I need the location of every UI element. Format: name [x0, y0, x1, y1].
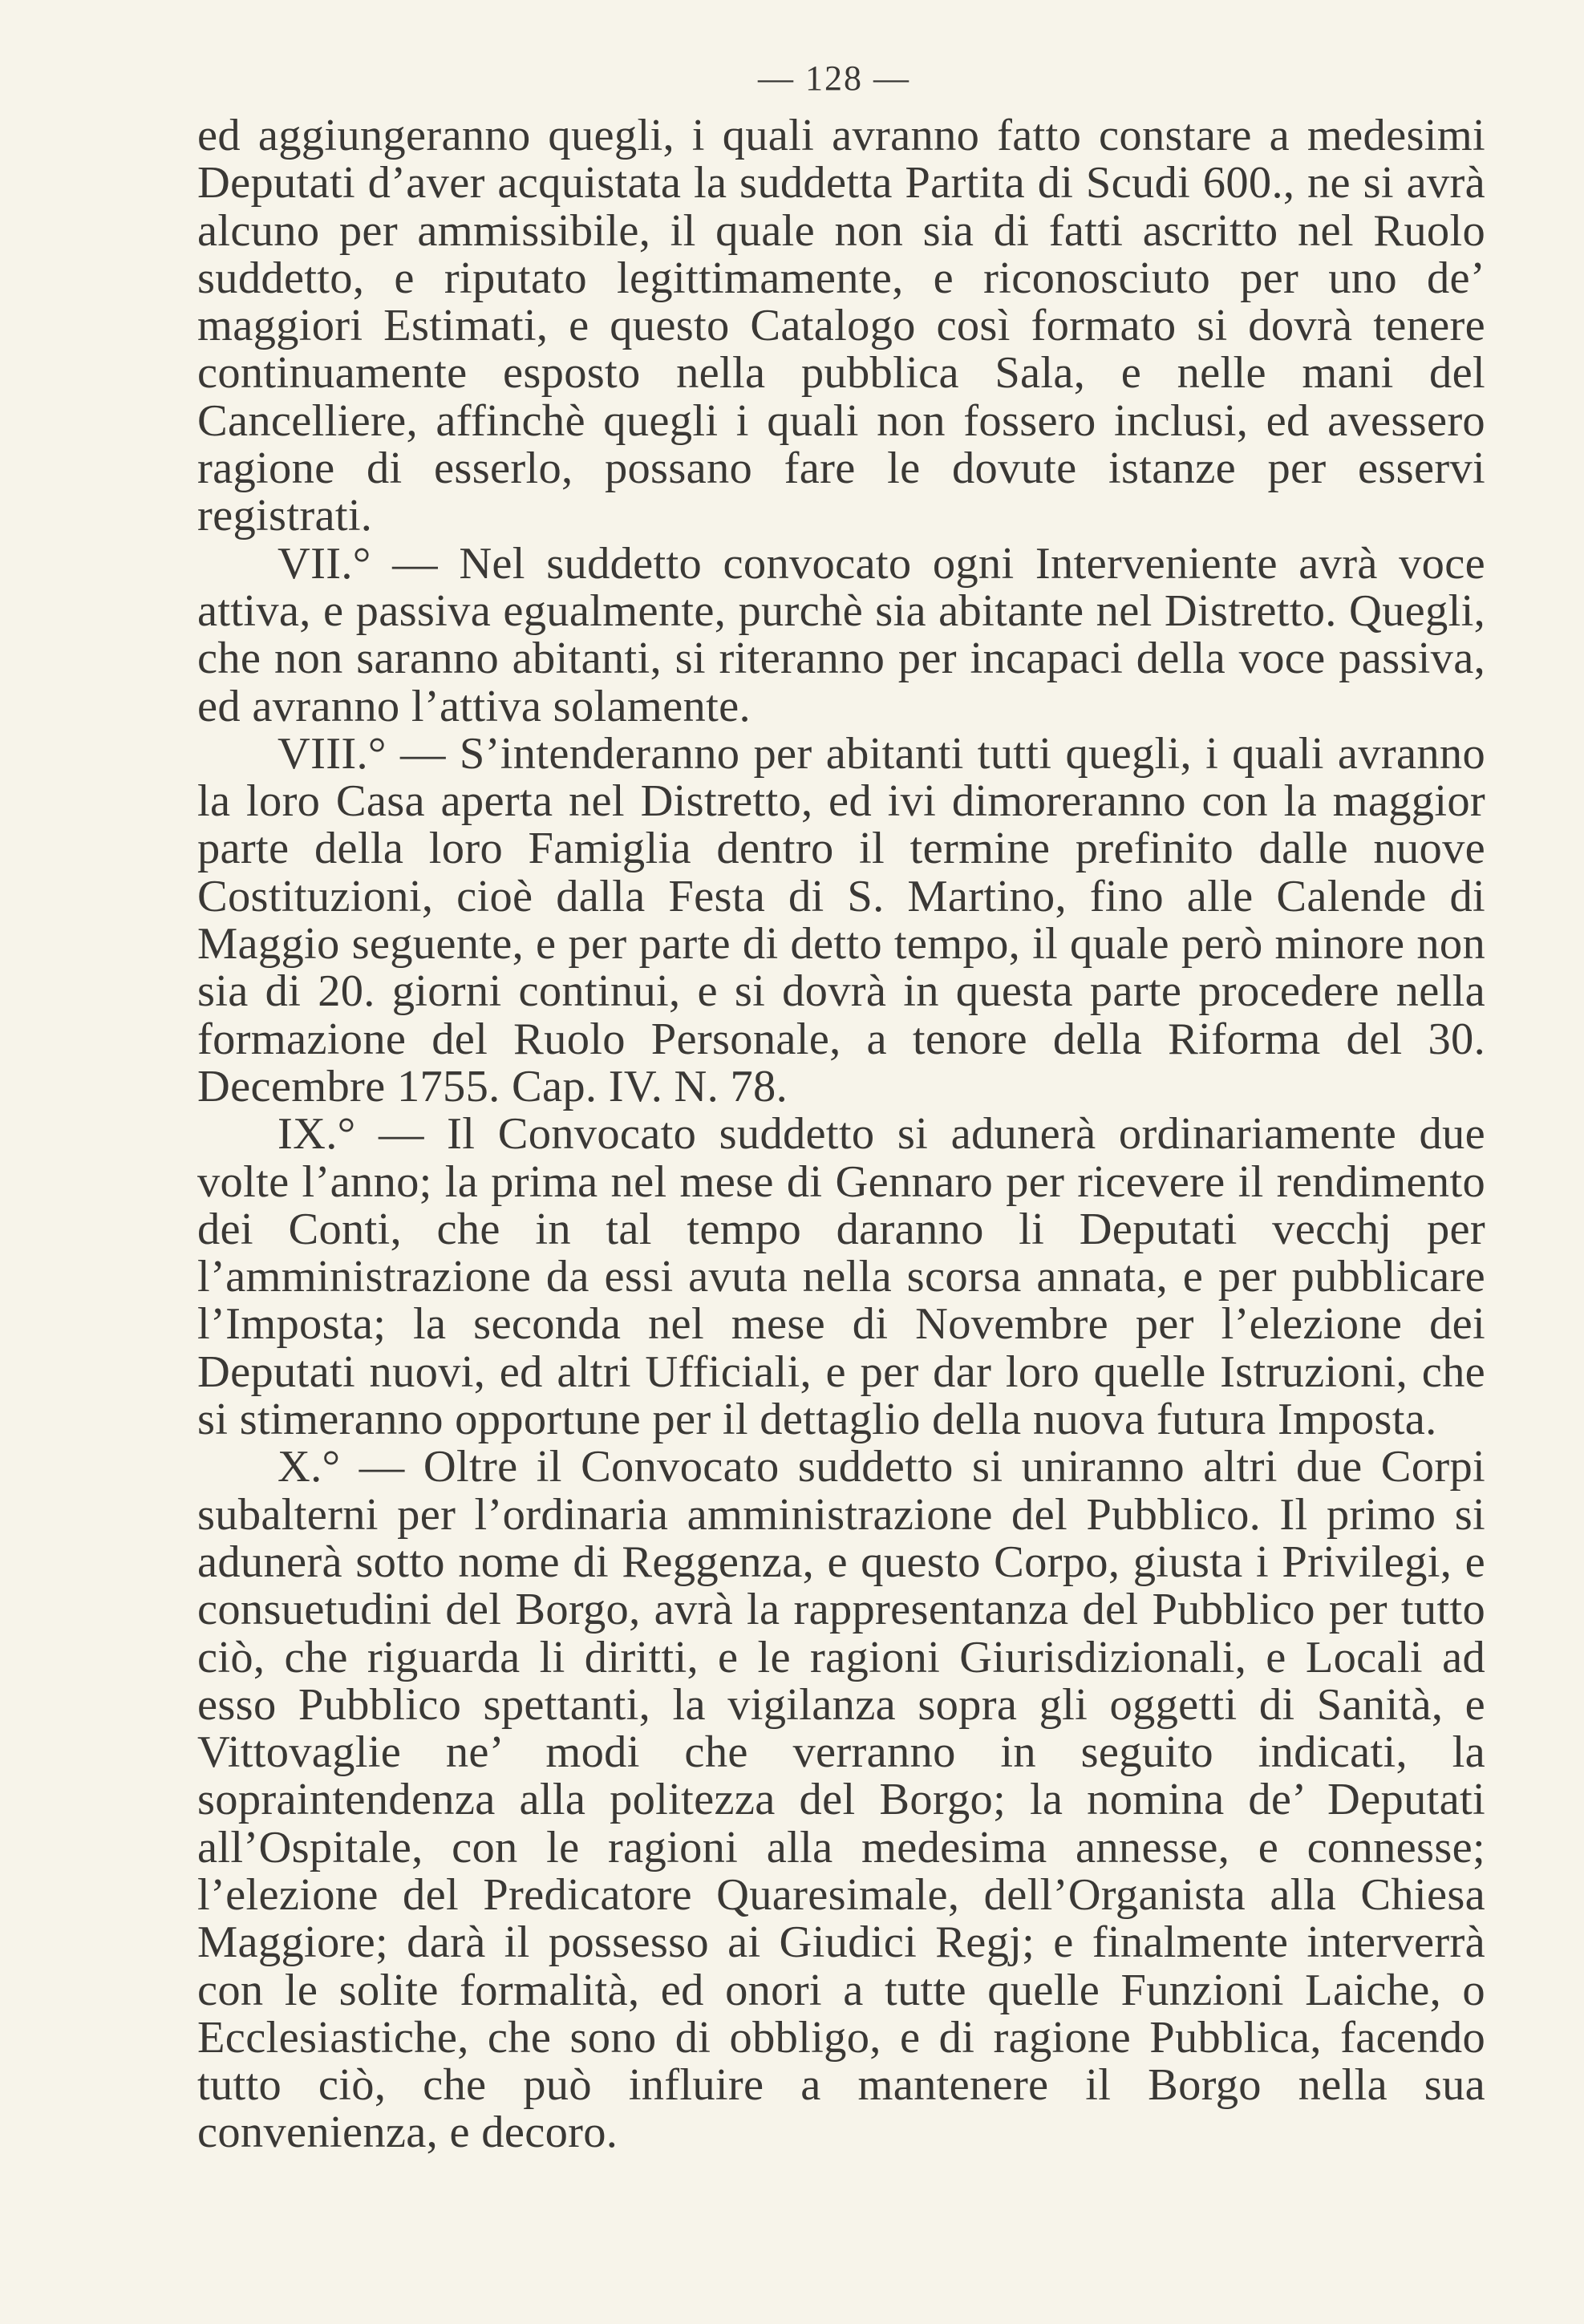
paragraph-article-x: X.° — Oltre il Convocato suddetto si uniranno altri due Corpi subalterni per l’ordinaria amministrazione del Pubblico. Il primo si adunerà sotto nome di Reggenza, e questo Corpo, giusta i Privilegi, e consuetudini del Borgo, avrà la rappresentanza del Pubblico per tutto ciò, che riguarda li diritti, e le ragioni Giurisdizionali, e Locali ad esso Pubblico spettanti, la vigilanza sopra gli oggetti di Sanità, e Vittovaglie ne’ modi che verranno in seguito indicati, la sopraintendenza alla politezza del Borgo; la nomina de’ Deputati all’Ospitale, con le ragioni alla medesima annesse, e connesse; l’elezione del Predicatore Quaresimale, dell’Organista alla Chiesa Maggiore; darà il possesso ai Giudici Regj; e finalmente interverrà con le solite formalità, ed onori a tutte quelle Funzioni Laiche, o Ecclesiastiche, che sono di obbligo, e di ragione Pubblica, facendo tutto ciò, che può influire a mantenere il Borgo nella sua convenienza, e decoro. [197, 1442, 1485, 2158]
paragraph-article-vii: VII.° — Nel suddetto convocato ogni Interveniente avrà voce attiva, e passiva egualmente, purchè sia abitante nel Distretto. Quegli, che non saranno abitanti, si riteranno per incapaci della voce passiva, ed avranno l’attiva solamente. [197, 538, 1485, 731]
paragraph-article-ix: IX.° — Il Convocato suddetto si adunerà ordinariamente due volte l’anno; la prima nel mese di Gennaro per ricevere il rendimento dei Conti, che in tal tempo daranno li Deputati vecchj per l’amministrazione da essi avuta nella scorsa annata, e per pubblicare l’Imposta; la seconda nel mese di Novembre per l’elezione dei Deputati nuovi, ed altri Ufficiali, e per dar loro quelle Istruzioni, che si stimeranno opportune per il dettaglio della nuova futura Imposta. [197, 1109, 1485, 1445]
paragraph-continuation: ed aggiungeranno quegli, i quali avranno fatto constare a medesimi Deputati d’aver acquistata la suddetta Partita di Scudi 600., ne si avrà alcuno per ammissibile, il quale non sia di fatti ascritto nel Ruolo suddetto, e riputato legittimamente, e riconosciuto per uno de’ maggiori Estimati, e questo Catalogo così formato si dovrà tenere continuamente esposto nella pubblica Sala, e nelle mani del Cancelliere, affinchè quegli i quali non fossero inclusi, ed avessero ragione di esserlo, possano fare le dovute istanze per esservi registrati. [197, 111, 1485, 541]
page-number: — 128 — [758, 59, 910, 98]
paragraph-article-viii: VIII.° — S’intenderanno per abitanti tutti quegli, i quali avranno la loro Casa aperta nel Distretto, ed ivi dimoreranno con la maggior parte della loro Famiglia dentro il termine prefinito dalle nuove Costituzioni, cioè dalla Festa di S. Martino, fino alle Calende di Maggio seguente, e per parte di detto tempo, il quale però minore non sia di 20. giorni continui, e si dovrà in questa parte procedere nella formazione del Ruolo Personale, a tenore della Riforma del 30. Decembre 1755. Cap. IV. N. 78. [197, 728, 1485, 1111]
body-text [197, 112, 1485, 2157]
